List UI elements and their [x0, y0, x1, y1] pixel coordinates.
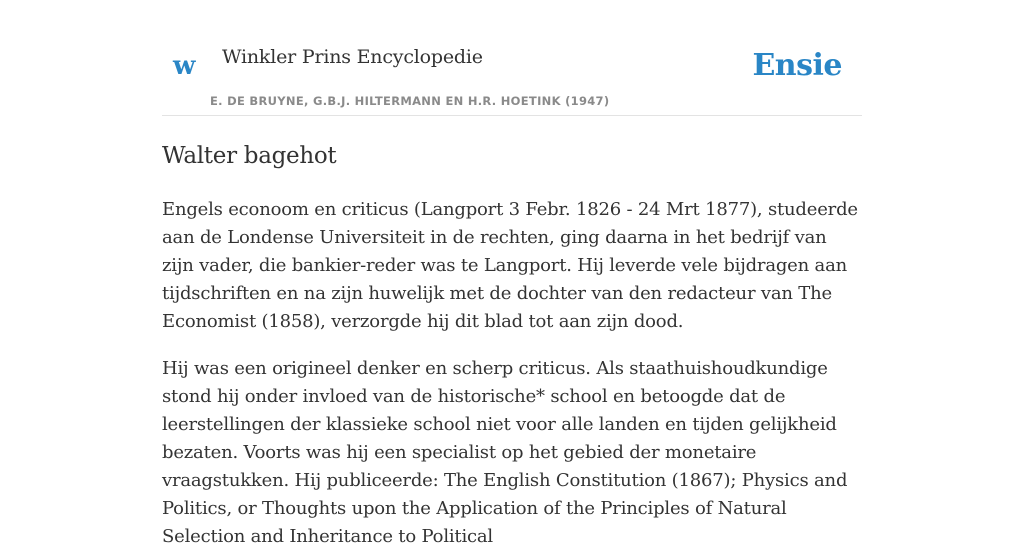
- publication-logo[interactable]: w: [173, 51, 196, 81]
- article-title: Walter bagehot: [162, 143, 337, 169]
- ensie-logo-link[interactable]: Ensie: [752, 48, 842, 83]
- publication-authors: E. DE BRUYNE, G.B.J. HILTERMANN EN H.R. HOETINK (1947): [210, 94, 610, 108]
- article-paragraph-2: Hij was een origineel denker en scherp criticus. Als staathuishoudkundige stond hij onder invloed van de historische* school en betoogde dat de leerstellingen der klassieke school niet voor alle landen en tijden gelijkheid bezaten. Voorts was hij een specialist op het gebied der monetaire vraagstukken. Hij publiceerde: The English Constitution (1867); Physics and Politics, or Thoughts upon the Application of the Principles of Natural Selection and Inheritance to Political: [162, 358, 848, 547]
- publication-title[interactable]: Winkler Prins Encyclopedie: [222, 46, 483, 68]
- content-container: [162, 0, 862, 551]
- article-paragraph-1: Engels econoom en criticus (Langport 3 Febr. 1826 - 24 Mrt 1877), studeerde aan de Londense Universiteit in de rechten, ging daarna in het bedrijf van zijn vader, die bankier-reder was te Langport. Hij leverde vele bijdragen aan tijdschriften en na zijn huwelijk met de dochter van den redacteur van The Economist (1858), verzorgde hij dit blad tot aan zijn dood.: [162, 199, 858, 332]
- publication-header: [162, 0, 862, 116]
